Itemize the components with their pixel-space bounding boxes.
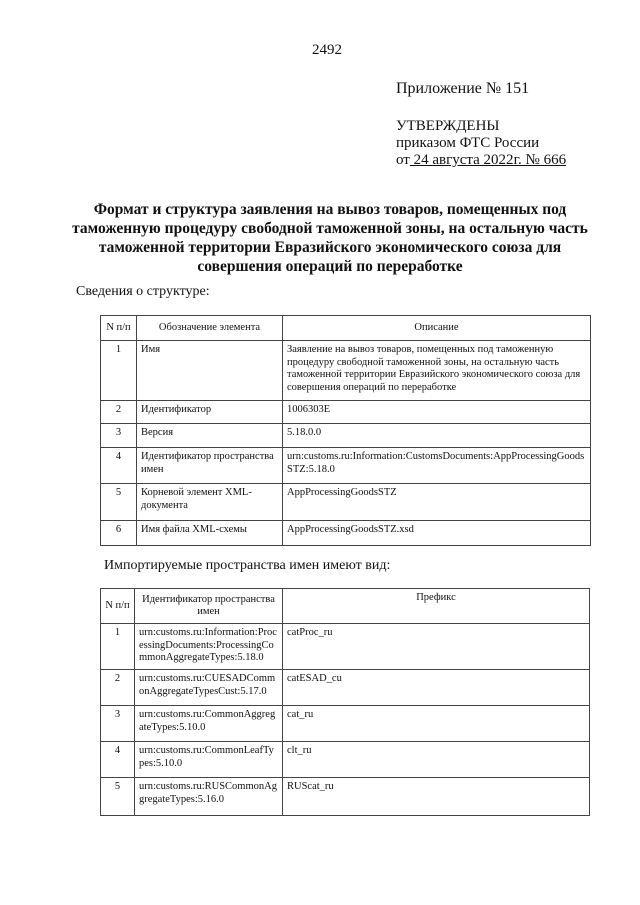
approval-order-number: г. № 666 [513,152,567,168]
namespace-prefix: catProc_ru [283,624,590,670]
row-number: 4 [101,742,135,778]
column-header: Префикс [283,589,590,624]
element-description: AppProcessingGoodsSTZ [283,484,591,521]
namespaces-intro: Импортируемые пространства имен имеют вид: [104,558,391,573]
page-number: 2492 [312,42,342,58]
row-number: 4 [101,448,137,484]
table-row [101,401,591,424]
row-number: 5 [101,778,135,816]
structure-intro: Сведения о структуре: [76,284,210,299]
element-description: Заявление на вывоз товаров, помещенных под таможенную процедуру свободной таможенной зоны, на остальную часть таможенной территории Евразийского экономического союза для совершения операций по переработке [283,341,591,401]
table-row [101,521,591,546]
row-number: 2 [101,401,137,424]
row-number: 5 [101,484,137,521]
row-number: 3 [101,706,135,742]
table-row [101,341,591,401]
column-header: Обозначение элемента [137,316,283,341]
element-name: Имя [137,341,283,401]
approval-date-prefix: от [396,152,410,168]
row-number: 3 [101,424,137,448]
table-row [101,706,590,742]
table-row [101,624,590,670]
namespace-prefix: cat_ru [283,706,590,742]
document-title: Формат и структура заявления на вывоз товаров, помещенных под таможенную процедуру свободной таможенной зоны, на остальную часть таможенной территории Евразийского экономического союза для совершения операций по переработке [72,201,588,275]
element-description: urn:customs.ru:Information:CustomsDocuments:AppProcessingGoodsSTZ:5.18.0 [283,448,591,484]
namespace-prefix: catESAD_cu [283,670,590,706]
column-header: N п/п [101,316,137,341]
namespace-prefix: RUScat_ru [283,778,590,816]
namespace-id: urn:customs.ru:CommonLeafTypes:5.10.0 [135,742,283,778]
element-name: Идентификатор [137,401,283,424]
column-header: Описание [283,316,591,341]
row-number: 1 [101,624,135,670]
structure-table [100,315,591,546]
namespace-prefix: clt_ru [283,742,590,778]
element-name: Версия [137,424,283,448]
approval-date: 24 августа 2022 [409,152,514,168]
namespace-id: urn:customs.ru:CUESADCommonAggregateTypesCust:5.17.0 [135,670,283,706]
approval-order: приказом ФТС России [396,135,540,151]
element-name: Идентификатор пространства имен [137,448,283,484]
approval-heading: УТВЕРЖДЕНЫ [396,118,500,134]
table-row [101,448,591,484]
table-row [101,484,591,521]
table-row [101,742,590,778]
table-row [101,778,590,816]
table-row [101,670,590,706]
table-header-row [101,589,590,624]
approval-date-line [396,152,566,169]
element-name: Имя файла XML-схемы [137,521,283,546]
table-row [101,424,591,448]
row-number: 6 [101,521,137,546]
element-description: 5.18.0.0 [283,424,591,448]
table-header-row [101,316,591,341]
namespace-id: urn:customs.ru:Information:ProcessingDocuments:ProcessingCommonAggregateTypes:5.18.0 [135,624,283,670]
column-header: Идентификатор пространства имен [135,589,283,624]
namespace-id: urn:customs.ru:RUSCommonAggregateTypes:5.16.0 [135,778,283,816]
namespaces-table [100,588,590,816]
approval-block [396,118,566,169]
row-number: 1 [101,341,137,401]
element-name: Корневой элемент XML-документа [137,484,283,521]
column-header: N п/п [101,589,135,624]
appendix-label: Приложение № 151 [396,80,530,97]
row-number: 2 [101,670,135,706]
element-description: AppProcessingGoodsSTZ.xsd [283,521,591,546]
namespace-id: urn:customs.ru:CommonAggregateTypes:5.10.0 [135,706,283,742]
element-description: 1006303E [283,401,591,424]
